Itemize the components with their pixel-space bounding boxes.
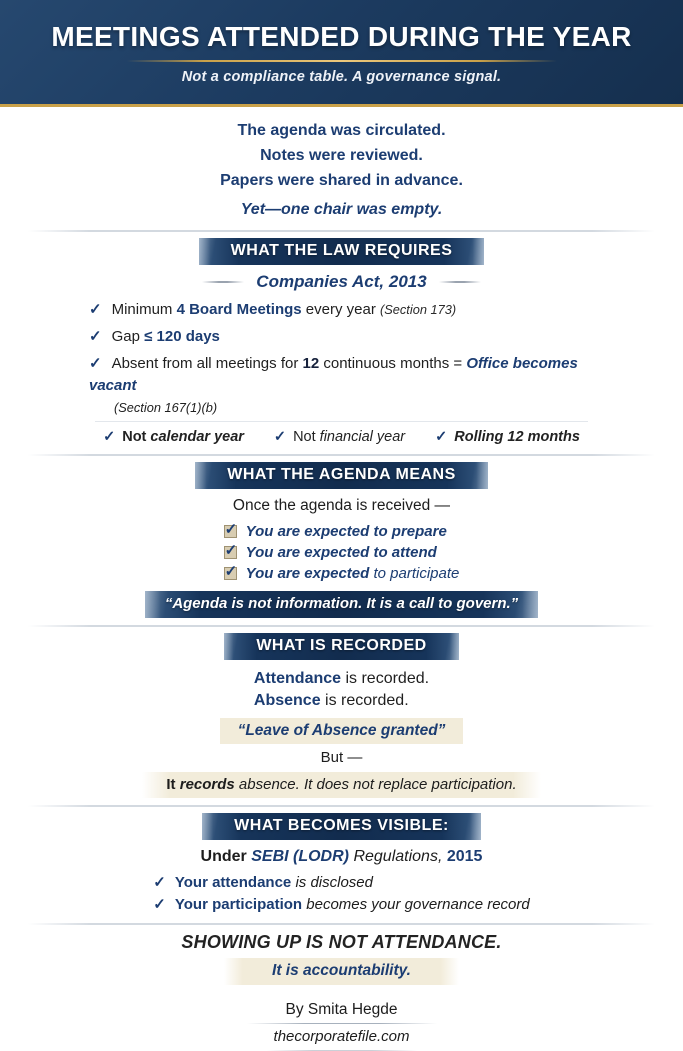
bullet-emphasis: ≤ 120 days bbox=[144, 328, 220, 345]
law-tag-row bbox=[0, 427, 683, 447]
recorded-text: is recorded. bbox=[320, 692, 409, 709]
visible-lead bbox=[0, 847, 683, 867]
agenda-item-text: You are expected to attend bbox=[245, 544, 437, 561]
check-icon: ✓ bbox=[224, 563, 238, 580]
lead-emphasis: SEBI (LODR) bbox=[251, 848, 349, 865]
tag-text: Not bbox=[293, 429, 320, 445]
intro-line: Notes were reviewed. bbox=[260, 147, 423, 164]
intro-section bbox=[0, 107, 683, 223]
byline: By Smita Hegde bbox=[285, 1001, 398, 1018]
checkbox-icon bbox=[224, 565, 237, 578]
law-bullet-list bbox=[89, 299, 594, 416]
dash-ornament bbox=[202, 281, 244, 283]
bullet-text: Gap bbox=[111, 328, 145, 345]
page-title: MEETINGS ATTENDED DURING THE YEAR bbox=[51, 21, 632, 52]
closing-statement: SHOWING UP IS NOT ATTENDANCE. bbox=[181, 932, 502, 952]
agenda-item-text: You are expected bbox=[245, 565, 370, 582]
recorded-emphasis: Absence bbox=[253, 692, 321, 709]
recorded-section bbox=[0, 633, 683, 798]
law-subheading-row bbox=[0, 272, 683, 292]
agenda-lead: Once the agenda is received — bbox=[232, 497, 451, 514]
check-icon: ✓ bbox=[273, 429, 287, 445]
check-icon: ✓ bbox=[89, 355, 102, 372]
law-bullet bbox=[89, 326, 594, 348]
tag-text: Not bbox=[122, 429, 151, 445]
item-emphasis: Your participation bbox=[174, 896, 303, 913]
intro-emphasis-line: Yet—one chair was empty. bbox=[240, 201, 443, 218]
agenda-checklist-item bbox=[224, 563, 460, 584]
section-divider bbox=[28, 625, 655, 627]
leave-of-absence-highlight: “Leave of Absence granted” bbox=[220, 718, 464, 744]
mini-divider bbox=[95, 421, 588, 422]
recorded-note-bar bbox=[142, 772, 540, 798]
law-section-heading: WHAT THE LAW REQUIRES bbox=[199, 238, 485, 265]
section-divider bbox=[28, 230, 655, 232]
bullet-text: every year bbox=[301, 301, 380, 318]
check-icon: ✓ bbox=[435, 429, 448, 445]
bullet-text: continuous months = bbox=[319, 355, 467, 372]
recorded-emphasis: Attendance bbox=[253, 670, 342, 687]
check-icon: ✓ bbox=[103, 429, 116, 445]
visible-section-heading: WHAT BECOMES VISIBLE: bbox=[202, 813, 481, 840]
intro-line: The agenda was circulated. bbox=[237, 122, 446, 139]
note-text: absence. It does not replace participation. bbox=[234, 776, 517, 793]
item-emphasis: Your attendance bbox=[174, 874, 292, 891]
item-text: becomes your governance record bbox=[302, 896, 530, 913]
item-text: is disclosed bbox=[291, 874, 373, 891]
bullet-text: Minimum bbox=[111, 301, 177, 318]
recorded-line bbox=[254, 668, 429, 690]
footer-section bbox=[0, 931, 683, 1051]
lead-emphasis: 2015 bbox=[446, 848, 483, 865]
accountability-highlight: It is accountability. bbox=[224, 958, 459, 985]
law-bullet bbox=[89, 299, 594, 321]
gold-rule bbox=[127, 60, 557, 62]
visible-list-item bbox=[153, 894, 529, 916]
note-text: It bbox=[166, 776, 180, 793]
bullet-text: Absent from all meetings for bbox=[111, 355, 303, 372]
tag-text: financial year bbox=[319, 429, 406, 445]
bullet-emphasis: Office becomes vacant bbox=[89, 355, 578, 394]
section-divider bbox=[28, 923, 655, 925]
law-section bbox=[0, 238, 683, 447]
bullet-emphasis: 4 Board Meetings bbox=[176, 301, 302, 318]
tag-text: calendar year bbox=[150, 429, 244, 445]
bullet-note: (Section 173) bbox=[380, 302, 457, 317]
section-divider bbox=[28, 805, 655, 807]
recorded-line bbox=[254, 690, 429, 712]
visible-list-item bbox=[153, 872, 529, 894]
agenda-item-text: to participate bbox=[369, 565, 460, 582]
site-url: thecorporatefile.com bbox=[273, 1028, 410, 1045]
dash-ornament bbox=[439, 281, 481, 283]
tag-not-calendar-year bbox=[103, 427, 244, 447]
law-subheading: Companies Act, 2013 bbox=[256, 272, 427, 291]
agenda-section-heading: WHAT THE AGENDA MEANS bbox=[195, 462, 488, 489]
note-emphasis: records bbox=[179, 776, 235, 793]
check-icon: ✓ bbox=[224, 542, 238, 559]
section-reference: (Section 167(1)(b) bbox=[114, 400, 218, 415]
section-divider bbox=[28, 454, 655, 456]
lead-text: Under bbox=[200, 848, 252, 865]
recorded-lines bbox=[254, 668, 429, 712]
agenda-item-text: You are expected to prepare bbox=[245, 523, 447, 540]
check-icon: ✓ bbox=[153, 896, 166, 913]
agenda-checklist-item bbox=[224, 542, 460, 563]
agenda-checklist bbox=[224, 521, 460, 584]
recorded-section-heading: WHAT IS RECORDED bbox=[224, 633, 458, 660]
checkbox-icon bbox=[224, 523, 237, 536]
agenda-quote-banner: “Agenda is not information. It is a call to govern.” bbox=[145, 591, 538, 618]
header-banner bbox=[0, 0, 683, 107]
law-bullet bbox=[89, 353, 594, 397]
but-line: But — bbox=[320, 749, 363, 766]
header-subtitle: Not a compliance table. A governance signal. bbox=[181, 69, 502, 85]
checkbox-icon bbox=[224, 544, 237, 557]
check-icon: ✓ bbox=[89, 328, 102, 345]
check-icon: ✓ bbox=[224, 521, 238, 538]
intro-line: Papers were shared in advance. bbox=[220, 172, 463, 189]
bullet-emphasis: 12 bbox=[302, 355, 320, 372]
check-icon: ✓ bbox=[89, 301, 102, 318]
tag-rolling-12-months bbox=[435, 427, 580, 447]
agenda-section bbox=[0, 462, 683, 618]
tag-not-financial-year bbox=[274, 427, 405, 447]
visible-section bbox=[0, 813, 683, 916]
visible-list bbox=[153, 872, 529, 916]
agenda-checklist-item bbox=[224, 521, 460, 542]
recorded-text: is recorded. bbox=[341, 670, 430, 687]
check-icon: ✓ bbox=[153, 874, 166, 891]
lead-text: Regulations, bbox=[349, 848, 447, 865]
tag-text: Rolling 12 months bbox=[454, 429, 580, 445]
